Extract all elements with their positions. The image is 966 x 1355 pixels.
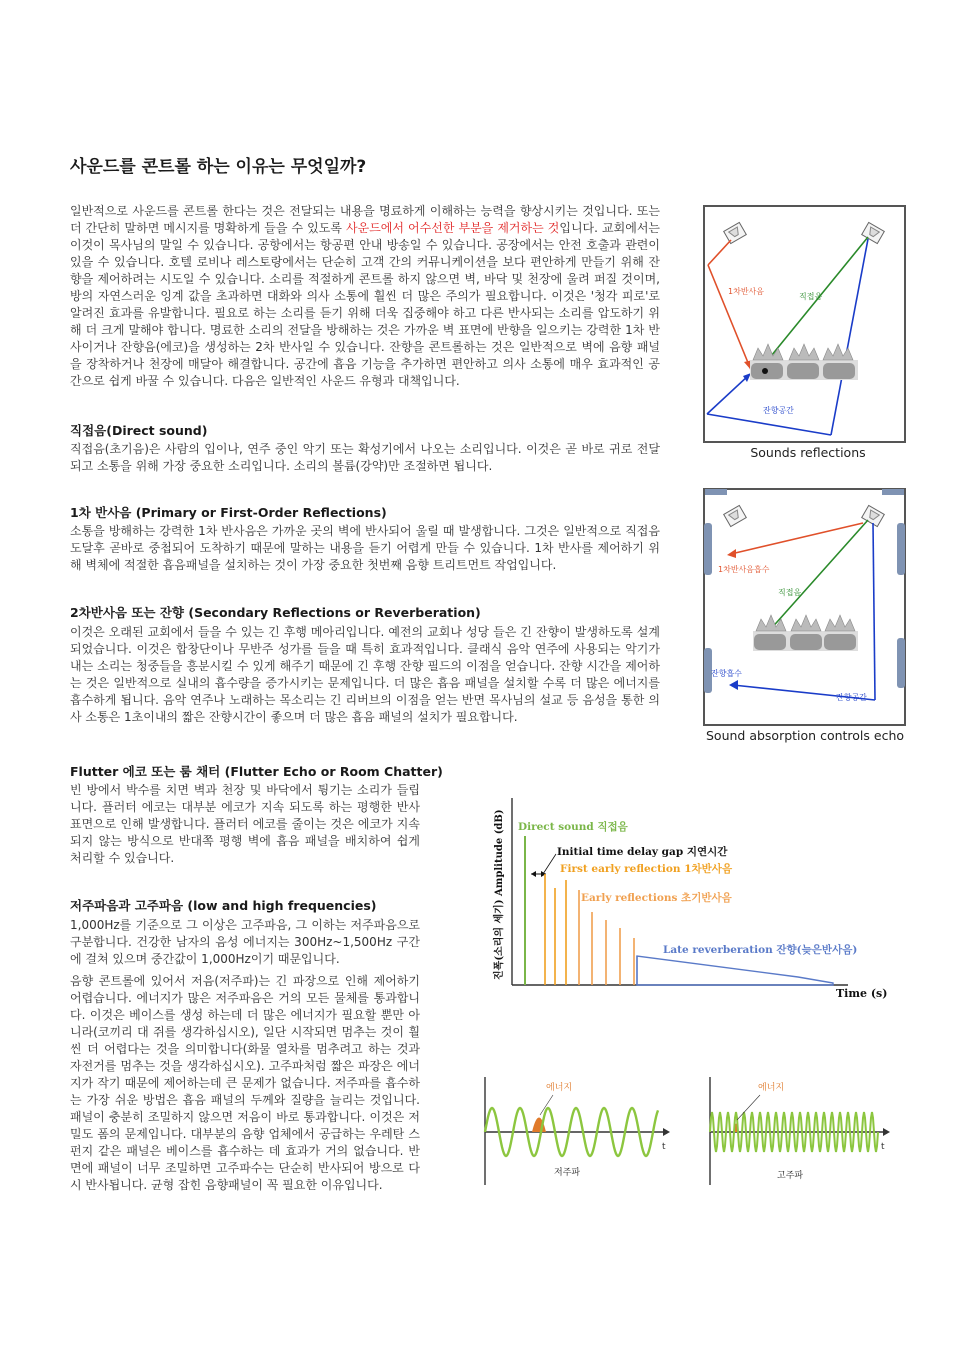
label-first-reflection: 1차반사음	[728, 287, 765, 296]
freq-heading: 저주파음과 고주파음 (low and high frequencies)	[70, 898, 377, 913]
panel-top-left	[705, 489, 727, 495]
direct-body: 직접음(초기음)은 사람의 입이나, 연주 중인 악기 또는 확성기에서 나오는 소리입니다. 이것은 곧 바로 귀로 전달되고 소통을 위해 가장 중요한 소리입니다. 소리의 볼륨(강약)만 조절하면 됩니다.	[70, 442, 660, 473]
y-axis-label: 진폭(소리의 세기) Amplitude (dB)	[494, 809, 505, 980]
label-direct: 직접음	[799, 292, 823, 301]
page-title: 사운드를 콘트롤 하는 이유는 무엇일까?	[70, 157, 367, 177]
secondary-body: 이것은 오래된 교회에서 들을 수 있는 긴 후행 메아리입니다. 예전의 교회나 성당 들은 긴 잔향이 발생하도록 설계되었습니다. 이것은 합창단이나 무반주 성가를 들을 때 특히 효과적입니다. 클래식 음악 연주에 사용되는 악기가 내는 소리는 청중들을 흥분시킬 수 있게 해주기 때문에 긴 후행 잔향 필드의 이점을 얻습니다. 잔향 시간을 제어하는 것은 일반적으로 실내의 흡수량을 증가시키는 문제입니다. 더 많은 흡음 패널을 설치할 수록 더 많은 에너지를 흡수하게 됩니다. 음악 연주나 노래하는 목소리는 긴 리버브의 이점을 얻는 반면 목사님의 설교 등 음성을 통한 의사 소통은 1초이내의 짧은 잔향시간이 좋으며 더 많은 흡음 패널의 설치가 필요합니다.	[70, 625, 660, 724]
panel-right-2	[897, 638, 905, 688]
label-first-absorb: 1차반사음흡수	[718, 565, 770, 574]
t-axis-label: t	[881, 1142, 885, 1152]
secondary-heading: 2차반사음 또는 잔향 (Secondary Reflections or Reverberation)	[70, 605, 481, 620]
high-frequency-wave	[703, 1075, 903, 1190]
label-late-reverb: Late reverberation 잔향(늦은반사음)	[663, 944, 858, 956]
label-high-freq: 고주파	[777, 1171, 804, 1181]
label-energy: 에너지	[546, 1083, 573, 1093]
low-frequency-wave	[478, 1075, 678, 1190]
intro-paragraph	[70, 203, 660, 390]
sound-reflections-diagram	[703, 205, 906, 443]
panel-left-1	[704, 523, 712, 575]
caption-sounds-reflections: Sounds reflections	[750, 445, 866, 460]
caption-sound-absorption: Sound absorption controls echo	[705, 728, 905, 743]
label-low-freq: 저주파	[554, 1168, 581, 1178]
x-axis-label: Time (s)	[836, 987, 888, 1000]
flutter-heading: Flutter 에코 또는 룸 채터 (Flutter Echo or Room Chatter)	[70, 764, 443, 779]
label-direct: 직접음	[778, 588, 802, 597]
label-early-reflections: Early reflections 초기반사음	[581, 892, 732, 904]
sound-absorption-diagram	[703, 488, 906, 726]
label-direct-sound: Direct sound 직접음	[518, 821, 628, 833]
intro-text-before: 일반적으로 사운드를 콘트롤 한다는 것은 전달되는 내용을 명료하게 이해하는 능력을 향상시키는 것입니다. 또는 더 간단히 말하면 메시지를 명확하게 들을 수 있도록	[70, 204, 660, 235]
label-reverb-space: 잔향공간	[836, 693, 867, 702]
label-energy: 에너지	[758, 1083, 785, 1093]
intro-highlight: 사운드에서 어수선한 부분을 제거하는 것	[346, 221, 560, 235]
label-reverb-absorb: 잔향흡수	[711, 669, 742, 678]
label-reverb-space: 잔향공간	[763, 406, 794, 415]
reflection-timeline-chart	[488, 790, 898, 1010]
label-delay-gap: Initial time delay gap 지연시간	[557, 846, 728, 858]
primary-heading: 1차 반사음 (Primary or First-Order Reflections)	[70, 505, 387, 520]
early-reflection-bars	[545, 874, 634, 985]
panel-right-1	[897, 523, 905, 575]
flutter-body: 빈 방에서 박수를 치면 벽과 천장 및 바닥에서 튕기는 소리가 들립니다. 플러터 에코는 대부분 에코가 지속 되도록 하는 평행한 반사 표면으로 인해 발생합니다. 플러터 에코를 줄이는 것은 에코가 지속되지 않는 방식으로 반대쪽 평행 벽에 흡음 패널을 배치하여 쉽게 처리할 수 있습니다.	[70, 783, 420, 865]
freq-body-1: 1,000Hz를 기준으로 그 이상은 고주파음, 그 이하는 저주파음으로 구분합니다. 건강한 남자의 음성 에너지는 300Hz~1,500Hz 구간에 걸쳐 있으며 중간값이 1,000Hz이기 때문입니다.	[70, 918, 420, 966]
t-axis-label: t	[662, 1142, 666, 1152]
freq-body-2: 음향 콘트롤에 있어서 저음(저주파)는 긴 파장으로 인해 제어하기 어렵습니다. 에너지가 많은 저주파음은 거의 모든 물체를 통과합니다. 이것은 베이스를 생성 하는데 더 많은 에너지가 필요할 뿐만 아니라(코끼리 대 쥐를 생각하십시오), 일단 시작되면 멈추는 것이 훨씬 더 어렵다는 것을 의미합니다(화물 열차를 멈추려고 하는 것과 자전거를 멈추는 것을 생각하십시오). 고주파처럼 짧은 파장은 에너지가 작기 때문에 제어하는데 큰 문제가 없습니다. 저주파를 흡수하는 가장 쉬운 방법은 흡음 패널의 두께와 질량을 늘리는 것입니다. 패널이 충분히 조밀하지 않으면 저음이 바로 통과합니다. 이것은 저밀도 폼의 문제입니다. 대부분의 음향 업체에서 공급하는 우레탄 스펀지 같은 패널은 베이스를 흡수하는 데 효과가 거의 없습니다. 반면에 패널이 너무 조밀하면 고주파수는 단순히 반사되어 방으로 다시 반사됩니다. 균형 잡힌 음향패널이 꼭 필요한 이유입니다.	[70, 974, 420, 1192]
primary-body: 소통을 방해하는 강력한 1차 반사음은 가까운 곳의 벽에 반사되어 울릴 때 발생합니다. 그것은 일반적으로 직접음 도달후 곧바로 중첩되어 도착하기 때문에 말하는 내용을 듣기 어렵게 만들 수 있습니다. 1차 반사를 제어하기 위해 벽체에 적절한 흡음패널을 설치하는 것이 가장 중요한 첫번째 음향 트리트먼트 작업입니다.	[70, 524, 660, 572]
panel-top-right	[882, 489, 904, 495]
audience-icon	[753, 615, 858, 651]
label-first-reflection: First early reflection 1차반사음	[560, 863, 733, 875]
late-reverb-decay	[637, 956, 833, 985]
direct-heading: 직접음(Direct sound)	[70, 423, 208, 438]
intro-text-after: 입니다. 교회에서는 이것이 목사님의 말일 수 있습니다. 공항에서는 항공편 안내 방송일 수 있습니다. 공장에서는 안전 호출과 관련이 있을 수 있습니다. 호텔 로비나 레스토랑에서는 단순히 고객 간의 커뮤니케이션을 보다 편안하게 만들기 위해 잔향을 제어하려는 시도일 수 있습니다. 소리를 적절하게 콘트롤 하지 않으면 벽, 바닥 및 천장에 울려 퍼질 것이며, 방의 자연스러운 잉계 값을 초과하면 대화와 의사 소통에 훨씬 더 많은 주의가 필요합니다. 이것은 '청각 피로'로 알려진 효과를 유발합니다. 필요로 하는 소리를 듣기 위해 더욱 집중해야 하고 다른 반사되는 소리를 압도하기 위해 더 크게 말해야 합니다. 명료한 소리의 전달을 방해하는 것은 가까운 벽 표면에 반향을 일으키는 강력한 1차 반사이거나 잔향음(에코)을 생성하는 2차 반사일 수 있습니다. 잔향을 콘트롤하는 것은 일반적으로 벽에 음향 패널을 장착하거나 천장에 매달아 해결합니다. 공간에 흡음 기능을 추가하면 편안하고 의사 소통에 매우 효과적인 공간으로 쉽게 바꿀 수 있습니다. 다음은 일반적인 사운드 유형과 대책입니다.	[70, 221, 660, 388]
